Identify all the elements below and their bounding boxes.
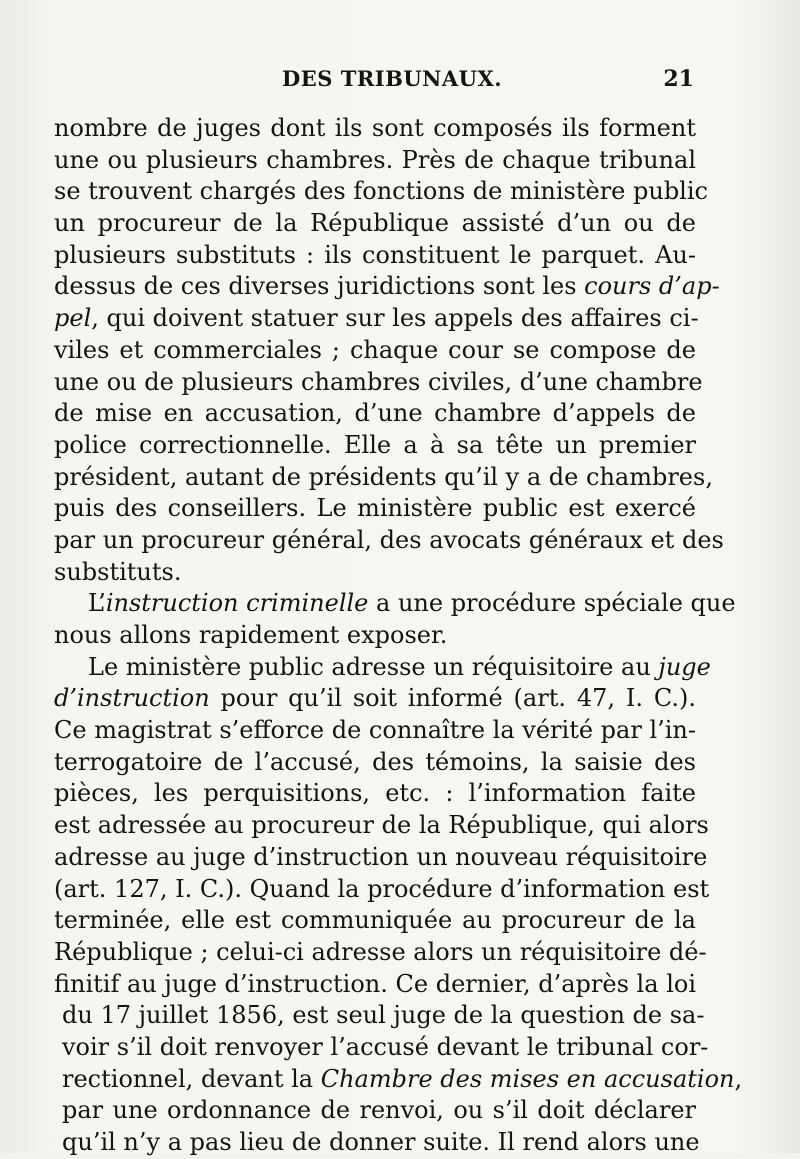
italic-text: juge bbox=[658, 652, 711, 681]
text-line bbox=[54, 145, 696, 177]
text-line bbox=[54, 1127, 700, 1159]
text-span: a une procédure spéciale que bbox=[368, 589, 736, 618]
text-span: pour qu’il soit informé (art. 47, I. C.). bbox=[209, 684, 696, 713]
text-line bbox=[54, 937, 707, 969]
text-span: République ; celui-ci adresse alors un réquisitoire dé- bbox=[54, 937, 707, 966]
italic-text: pel bbox=[54, 304, 92, 333]
text-line bbox=[54, 462, 713, 494]
text-span: par une ordonnance de renvoi, ou s’il doit déclarer bbox=[62, 1096, 696, 1125]
text-span: voir s’il doit renvoyer l’accusé devant le tribunal cor- bbox=[62, 1032, 709, 1061]
text-span: (art. 127, I. C.). Quand la procédure d’information est bbox=[54, 874, 710, 903]
text-span: de mise en accusation, d’une chambre d’appels de bbox=[54, 399, 696, 428]
text-span: viles et commerciales ; chaque cour se compose de bbox=[54, 335, 696, 364]
text-line bbox=[54, 271, 720, 303]
text-line bbox=[54, 652, 711, 684]
text-span: adresse au juge d’instruction un nouveau réquisitoire bbox=[54, 842, 708, 871]
text-line bbox=[54, 842, 708, 874]
text-line bbox=[54, 113, 696, 145]
text-line bbox=[54, 176, 708, 208]
text-line bbox=[54, 874, 710, 906]
running-head bbox=[54, 66, 696, 102]
text-line bbox=[54, 1000, 705, 1032]
text-span: par un procureur général, des avocats généraux et des bbox=[54, 525, 724, 554]
text-line bbox=[54, 557, 696, 589]
body-text bbox=[54, 113, 743, 1159]
text-line bbox=[54, 810, 709, 842]
text-span: police correctionnelle. Elle a à sa tête un premier bbox=[54, 430, 696, 459]
text-span: un procureur de la République assisté d’un ou de bbox=[54, 209, 696, 238]
text-span: finitif au juge d’instruction. Ce dernier, d’après la loi bbox=[54, 969, 696, 998]
text-span: se trouvent chargés des fonctions de ministère public bbox=[54, 177, 708, 206]
text-span: président, autant de présidents qu’il y a de chambres, bbox=[54, 462, 713, 491]
text-line bbox=[54, 747, 696, 779]
text-span: qu’il n’y a pas lieu de donner suite. Il rend alors une bbox=[62, 1128, 700, 1156]
text-line bbox=[54, 905, 696, 937]
text-span: une ou de plusieurs chambres civiles, d’une chambre bbox=[54, 367, 703, 396]
text-span: plusieurs substituts : ils constituent le parquet. Au- bbox=[54, 240, 696, 269]
text-line bbox=[54, 525, 724, 557]
italic-text: cours d’ap- bbox=[584, 272, 720, 301]
text-span: , bbox=[734, 1064, 743, 1093]
text-line bbox=[54, 1095, 696, 1127]
text-span: puis des conseillers. Le ministère public est exercé bbox=[54, 494, 696, 523]
text-span: terminée, elle est communiquée au procureur de la bbox=[54, 906, 696, 935]
text-span: Le ministère public adresse un réquisitoire au bbox=[88, 652, 659, 681]
text-line bbox=[54, 588, 736, 620]
italic-text: instruction criminelle bbox=[105, 589, 369, 618]
text-line bbox=[54, 1064, 743, 1096]
page-number: 21 bbox=[663, 66, 694, 92]
text-line bbox=[54, 620, 696, 652]
text-span: est adressée au procureur de la République, qui alors bbox=[54, 811, 709, 840]
text-line bbox=[54, 367, 703, 399]
text-span: substituts. bbox=[54, 557, 182, 586]
text-span: , qui doivent statuer sur les appels des affaires ci- bbox=[91, 304, 699, 333]
text-span: nous allons rapidement exposer. bbox=[54, 621, 448, 649]
text-line bbox=[54, 335, 696, 367]
text-line bbox=[54, 208, 696, 240]
text-line bbox=[54, 240, 696, 272]
text-line bbox=[54, 493, 696, 525]
text-span: nombre de juges dont ils sont composés ils forment bbox=[54, 114, 696, 142]
text-span: pièces, les perquisitions, etc. : l’information faite bbox=[54, 779, 696, 808]
text-line bbox=[54, 683, 696, 715]
text-span: Ce magistrat s’efforce de connaître la vérité par l’in- bbox=[54, 716, 696, 745]
text-span: du 17 juillet 1856, est seul juge de la question de sa- bbox=[62, 1001, 705, 1030]
text-line bbox=[54, 1032, 709, 1064]
text-line bbox=[54, 969, 696, 1001]
text-span: dessus de ces diverses juridictions sont les bbox=[54, 272, 585, 301]
text-line bbox=[54, 778, 696, 810]
italic-text: d’instruction bbox=[54, 684, 210, 713]
text-span: rectionnel, devant la bbox=[62, 1064, 321, 1093]
italic-text: Chambre des mises en accusation bbox=[320, 1064, 735, 1093]
running-title: DES TRIBUNAUX. bbox=[282, 66, 503, 91]
text-line bbox=[54, 715, 696, 747]
text-span: une ou plusieurs chambres. Près de chaque tribunal bbox=[54, 145, 696, 174]
text-span: terrogatoire de l’accusé, des témoins, la saisie des bbox=[54, 747, 696, 776]
text-line bbox=[54, 398, 696, 430]
text-line bbox=[54, 430, 696, 462]
text-span: L’ bbox=[88, 589, 106, 618]
text-line bbox=[54, 303, 699, 335]
